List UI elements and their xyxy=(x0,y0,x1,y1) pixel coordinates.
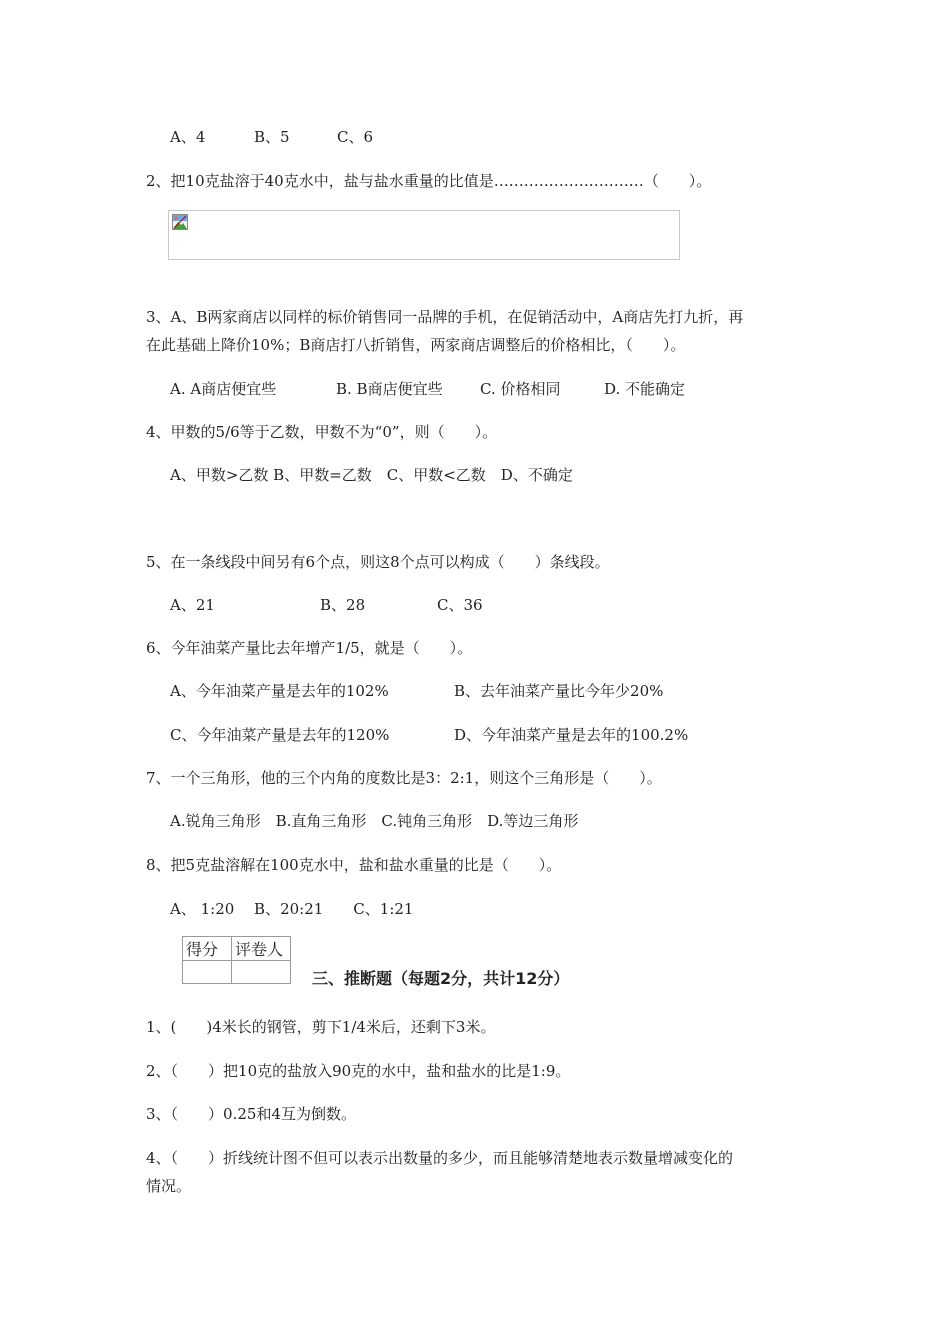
q6-option-d: D、今年油菜产量是去年的100.2% xyxy=(454,726,689,744)
q6-option-b: B、去年油菜产量比今年少20% xyxy=(454,682,664,700)
q3-option-b: B. B商店便宜些 xyxy=(336,380,443,398)
judgment-item-4-line1: 4、（ ）折线统计图不但可以表示出数量的多少，而且能够清楚地表示数量增减变化的 xyxy=(146,1149,734,1167)
q7-options: A.锐角三角形 B.直角三角形 C.钝角三角形 D.等边三角形 xyxy=(170,812,579,830)
question-4: 4、甲数的5/6等于乙数，甲数不为“0”，则（ ）。 xyxy=(146,423,498,441)
question-3-line2: 在此基础上降价10%；B商店打八折销售，两家商店调整后的价格相比，（ ）。 xyxy=(146,336,686,354)
score-table xyxy=(182,936,291,984)
question-8: 8、把5克盐溶解在100克水中，盐和盐水重量的比是（ ）。 xyxy=(146,856,562,874)
grader-cell[interactable] xyxy=(232,961,291,984)
q5-option-a: A、21 xyxy=(170,596,215,614)
q1-option-c: C、6 xyxy=(337,128,374,146)
question-3-line1: 3、A、B两家商店以同样的标价销售同一品牌的手机，在促销活动中，A商店先打九折，再 xyxy=(146,308,744,326)
judgment-item-2: 2、（ ）把10克的盐放入90克的水中，盐和盐水的比是1:9。 xyxy=(146,1062,571,1080)
question-2: 2、把10克盐溶于40克水中，盐与盐水重量的比值是…………………………（ ）。 xyxy=(146,172,712,190)
score-header: 得分 xyxy=(183,937,232,961)
question-6: 6、今年油菜产量比去年增产1/5，就是（ ）。 xyxy=(146,639,473,657)
q3-option-d: D. 不能确定 xyxy=(604,380,686,398)
broken-image-icon xyxy=(172,214,188,230)
question-7: 7、一个三角形，他的三个内角的度数比是3：2:1，则这个三角形是（ ）。 xyxy=(146,769,662,787)
q2-image-placeholder xyxy=(168,210,680,260)
q5-option-b: B、28 xyxy=(320,596,366,614)
score-cell[interactable] xyxy=(183,961,232,984)
q6-option-a: A、今年油菜产量是去年的102% xyxy=(170,682,389,700)
judgment-item-1: 1、( )4米长的钢管，剪下1/4米后，还剩下3米。 xyxy=(146,1018,496,1036)
grader-header: 评卷人 xyxy=(232,937,291,961)
q5-option-c: C、36 xyxy=(437,596,483,614)
q1-option-b: B、5 xyxy=(254,128,290,146)
q3-option-c: C. 价格相同 xyxy=(480,380,561,398)
q3-option-a: A. A商店便宜些 xyxy=(170,380,277,398)
q6-option-c: C、今年油菜产量是去年的120% xyxy=(170,726,390,744)
judgment-item-3: 3、（ ）0.25和4互为倒数。 xyxy=(146,1105,356,1123)
judgment-item-4-line2: 情况。 xyxy=(146,1177,192,1195)
question-5: 5、在一条线段中间另有6个点，则这8个点可以构成（ ）条线段。 xyxy=(146,553,610,571)
q8-options: A、 1:20 B、20:21 C、1:21 xyxy=(170,900,414,918)
q4-options: A、甲数>乙数 B、甲数=乙数 C、甲数<乙数 D、不确定 xyxy=(170,466,573,484)
q1-option-a: A、4 xyxy=(170,128,206,146)
section-3-title: 三、推断题（每题2分，共计12分） xyxy=(312,969,570,988)
